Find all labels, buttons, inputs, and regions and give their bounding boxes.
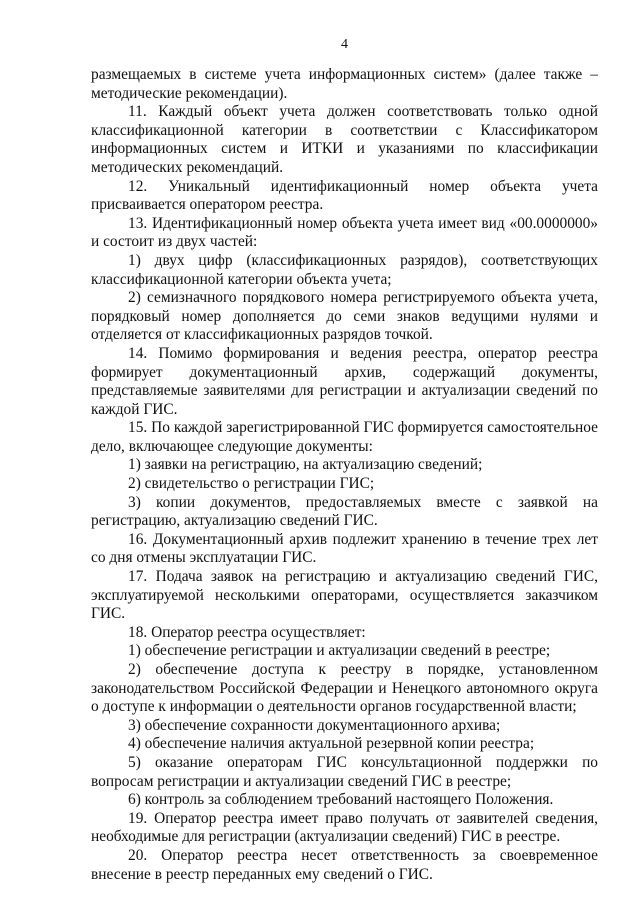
paragraph-12: 12. Уникальный идентификационный номер объекта учета присваивается оператором реестра.: [91, 177, 598, 214]
paragraph-13-item-1: 1) двух цифр (классификационных разрядов), соответствующих классификационной категории объекта учета;: [91, 251, 598, 288]
page-number: 4: [341, 37, 348, 52]
paragraph-13: 13. Идентификационный номер объекта учета имеет вид «00.0000000» и состоит из двух частей:: [91, 214, 598, 251]
paragraph-18-item-1: 1) обеспечение регистрации и актуализации сведений в реестре;: [128, 642, 551, 660]
paragraph-18-item-4: 4) обеспечение наличия актуальной резервной копии реестра;: [128, 735, 535, 753]
paragraph-18-item-6: 6) контроль за соблюдением требований настоящего Положения.: [128, 791, 554, 809]
paragraph-15-item-3: 3) копии документов, предоставляемых вместе с заявкой на регистрацию, актуализацию сведений ГИС.: [91, 493, 598, 530]
paragraph-15-item-1: 1) заявки на регистрацию, на актуализацию сведений;: [128, 456, 483, 474]
paragraph-14: 14. Помимо формирования и ведения реестра, оператор реестра формирует документационный архив, содержащий документы, представляемые заявителями для регистрации и актуализации сведений по каждой ГИС.: [91, 344, 598, 418]
paragraph-18-item-5: 5) оказание операторам ГИС консультационной поддержки по вопросам регистрации и актуализации сведений ГИС в реестре;: [91, 753, 598, 790]
paragraph-18-item-3: 3) обеспечение сохранности документационного архива;: [128, 716, 501, 734]
paragraph-continuation: размещаемых в системе учета информационных систем» (далее также – методические рекомендации).: [91, 66, 598, 102]
paragraph-17: 17. Подача заявок на регистрацию и актуализацию сведений ГИС, эксплуатируемой несколькими операторами, осуществляется заказчиком ГИС.: [91, 568, 598, 623]
paragraph-20: 20. Оператор реестра несет ответственность за своевременное внесение в реестр переданных ему сведений о ГИС.: [91, 846, 598, 883]
paragraph-11: 11. Каждый объект учета должен соответствовать только одной классификационной категории в соответствии с Классификатором информационных систем и ИТКИ и указаниями по классификации методических рекомендаций.: [91, 103, 598, 176]
paragraph-18: 18. Оператор реестра осуществляет:: [128, 623, 366, 641]
paragraph-16: 16. Документационный архив подлежит хранению в течение трех лет со дня отмены эксплуатации ГИС.: [91, 530, 598, 567]
paragraph-15-item-2: 2) свидетельство о регистрации ГИС;: [128, 475, 375, 493]
paragraph-13-item-2: 2) семизначного порядкового номера регистрируемого объекта учета, порядковый номер дополняется до семи знаков ведущими нулями и отделяется от классификационных разрядов точкой.: [91, 289, 598, 344]
paragraph-18-item-2: 2) обеспечение доступа к реестру в порядке, установленном законодательством Российской Федерации и Ненецкого автономного округа о доступе к информации о деятельности органов государственной власти;: [91, 661, 598, 716]
paragraph-19: 19. Оператор реестра имеет право получать от заявителей сведения, необходимые для регистрации (актуализации сведений) ГИС в реестре.: [91, 809, 598, 846]
paragraph-15: 15. По каждой зарегистрированной ГИС формируется самостоятельное дело, включающее следующие документы:: [91, 419, 598, 455]
